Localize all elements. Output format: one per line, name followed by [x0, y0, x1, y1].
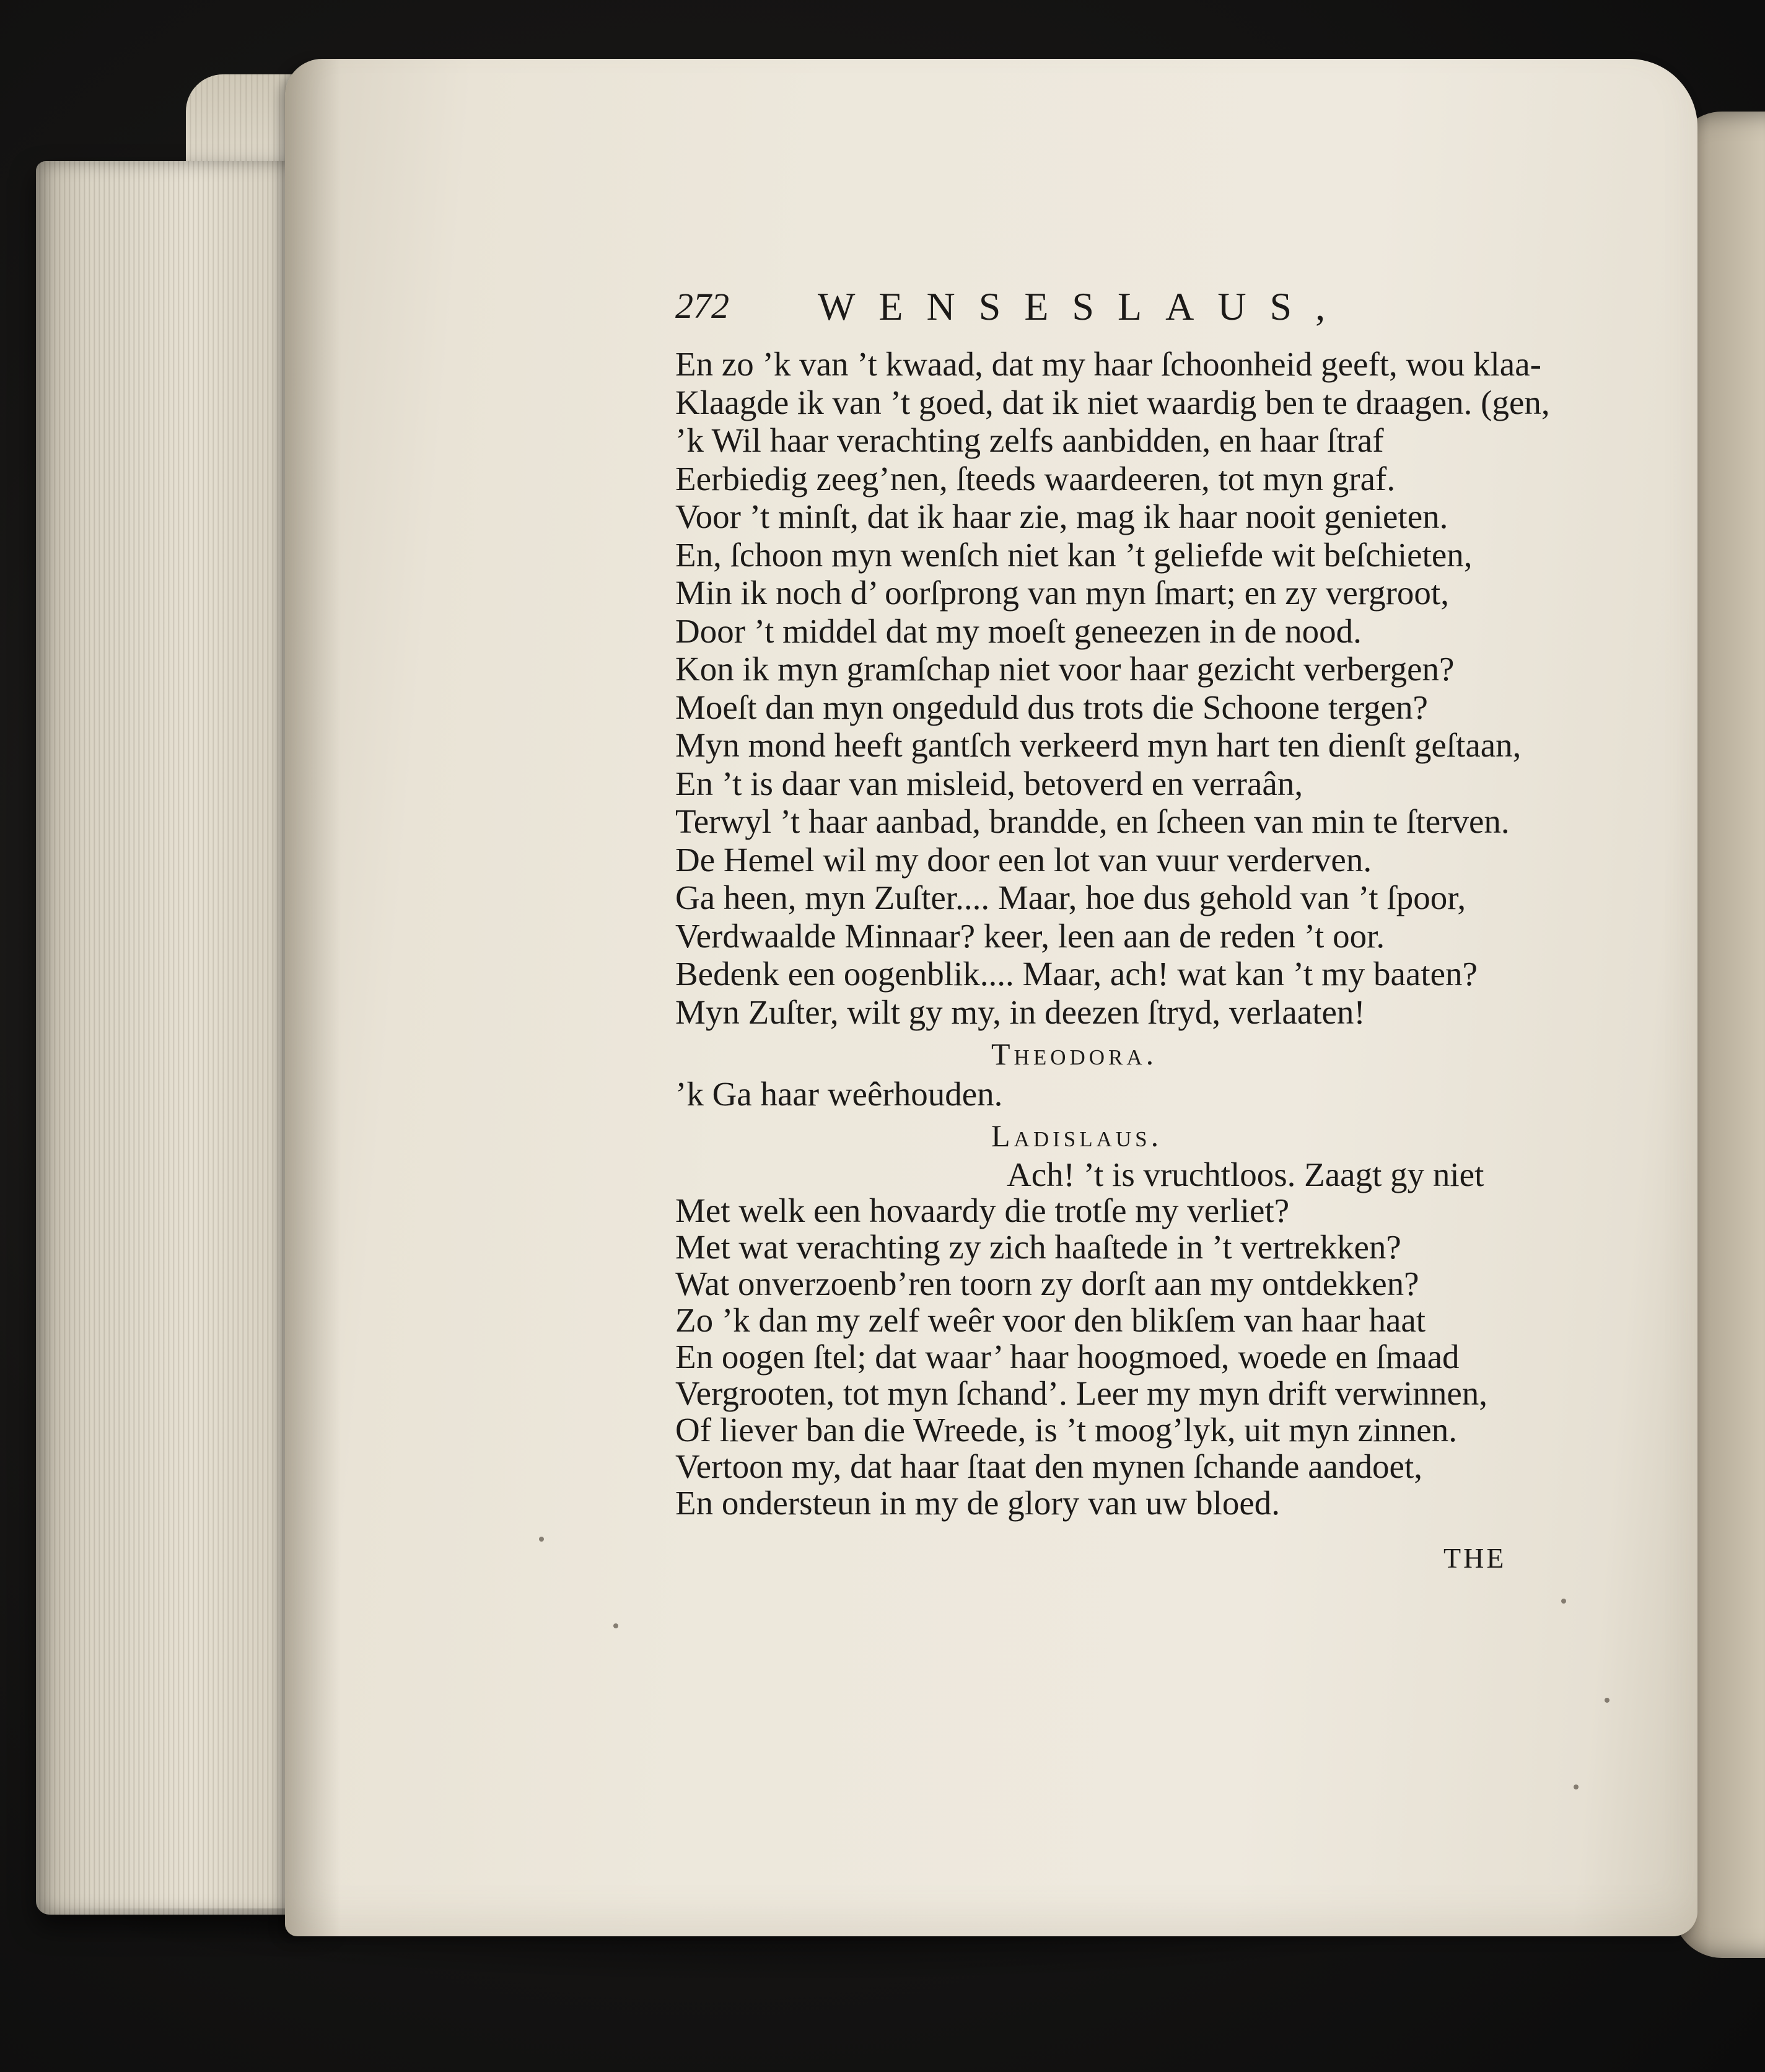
verse-line: En zo ’k van ’t kwaad, dat my haar ſchoonheid geeft, wou klaa-	[675, 345, 1541, 383]
catchword: THE	[1443, 1542, 1507, 1574]
verse-line: Bedenk een oogenblik.... Maar, ach! wat kan ’t my baaten?	[675, 955, 1478, 993]
verse-line: Voor ’t minſt, dat ik haar zie, mag ik haar nooit genieten.	[675, 498, 1448, 535]
verse-line: Myn mond heeft gantſch verkeerd myn hart ten dienſt geſtaan,	[675, 726, 1522, 764]
verse-line: Vergrooten, tot myn ſchand’. Leer my myn drift verwinnen,	[675, 1374, 1488, 1412]
verse-line: Wat onverzoenb’ren toorn zy dorſt aan my ontdekken?	[675, 1265, 1419, 1302]
verse-line: En, ſchoon myn wenſch niet kan ’t geliefde wit beſchieten,	[675, 535, 1473, 574]
verse-line: Zo ’k dan my zelf weêr voor den blikſem van haar haat	[675, 1301, 1426, 1339]
verse-line: Min ik noch d’ oorſprong van myn ſmart; en zy vergroot,	[675, 574, 1449, 612]
verse-line-ladislaus-first: Ach! ’t is vruchtloos. Zaagt gy niet	[1007, 1156, 1484, 1193]
verse-line: Of liever ban die Wreede, is ’t moog’lyk, uit myn zinnen.	[675, 1411, 1457, 1449]
paper-speck	[1605, 1698, 1610, 1703]
verse-line: En ondersteun in my de glory van uw bloed.	[675, 1484, 1281, 1522]
verse-line: Moeſt dan myn ongeduld dus trots die Schoone tergen?	[675, 688, 1428, 726]
book-page-edges	[36, 161, 321, 1915]
verse-line: Myn Zuſter, wilt gy my, in deezen ſtryd, verlaaten!	[675, 993, 1365, 1031]
running-head	[675, 285, 1450, 335]
paper-speck	[613, 1623, 618, 1628]
running-title: WENSESLAUS,	[818, 284, 1349, 328]
verse-line: Terwyl ’t haar aanbad, brandde, en ſcheen van min te ſterven.	[675, 802, 1510, 840]
verse-line: ’k Wil haar verachting zelfs aanbidden, en haar ſtraf	[675, 421, 1384, 459]
page-gutter	[285, 59, 341, 1936]
verse-line: Eerbiedig zeeg’nen, ſteeds waardeeren, tot myn graf.	[675, 459, 1396, 498]
paper-speck	[1574, 1784, 1579, 1789]
verse-line: Kon ik myn gramſchap niet voor haar gezicht verbergen?	[675, 650, 1455, 688]
verse-line: Met welk een hovaardy die trotſe my verliet?	[675, 1192, 1290, 1229]
paper-speck	[1561, 1599, 1566, 1604]
verse-line: En ’t is daar van misleid, betoverd en verraân,	[675, 764, 1303, 802]
verse-line: Door ’t middel dat my moeſt geneezen in de nood.	[675, 612, 1362, 650]
verse-line: Klaagde ik van ’t goed, dat ik niet waardig ben te draagen. (gen,	[675, 383, 1550, 421]
verse-line: Met wat verachting zy zich haaſtede in ’t vertrekken?	[675, 1228, 1401, 1266]
paper-speck	[539, 1537, 544, 1542]
verse-line: En oogen ſtel; dat waar’ haar hoogmoed, woede en ſmaad	[675, 1338, 1460, 1376]
verse-line: Ga heen, myn Zuſter.... Maar, hoe dus gehold van ’t ſpoor,	[675, 879, 1466, 916]
speaker-ladislaus: Ladislaus.	[991, 1118, 1163, 1153]
verse-line-theodora: ’k Ga haar weêrhouden.	[675, 1075, 1003, 1113]
verse-line: De Hemel wil my door een lot van vuur verderven.	[675, 840, 1372, 879]
page-number: 272	[675, 286, 729, 326]
verse-line: Vertoon my, dat haar ſtaat den mynen ſchande aandoet,	[675, 1447, 1422, 1485]
verse-line: Verdwaalde Minnaar? keer, leen aan de reden ’t oor.	[675, 916, 1385, 955]
speaker-theodora: Theodora.	[991, 1037, 1158, 1071]
